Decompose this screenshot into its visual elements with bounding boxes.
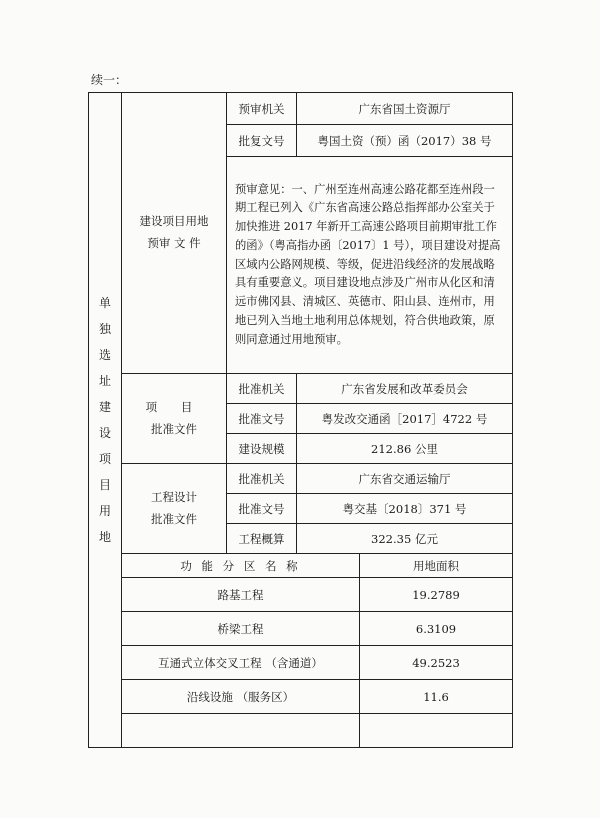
preapproval-label-line2: 预审 文 件 xyxy=(147,236,201,250)
land-use-row-area: 49.2523 xyxy=(360,646,513,680)
project-approval-section-label xyxy=(122,374,227,464)
land-use-row-blank xyxy=(122,714,360,748)
vertical-title-char: 址 xyxy=(98,374,111,388)
land-use-row-name: 桥梁工程 xyxy=(122,612,360,646)
design-value: 粤交基〔2018〕371 号 xyxy=(297,494,513,524)
preapproval-key: 批复文号 xyxy=(227,125,297,157)
land-use-approval-table xyxy=(88,92,513,748)
project-key: 批准机关 xyxy=(227,374,297,404)
land-use-row-name: 路基工程 xyxy=(122,578,360,612)
vertical-title-char: 建 xyxy=(98,400,111,414)
project-value: 广东省发展和改革委员会 xyxy=(297,374,513,404)
preapproval-value: 广东省国土资源厅 xyxy=(297,93,513,125)
design-label-line1: 工程设计 xyxy=(151,489,197,504)
land-use-row-name: 沿线设施 （服务区） xyxy=(122,680,360,714)
vertical-title-char: 用 xyxy=(98,504,111,518)
vertical-title-char: 项 xyxy=(98,452,111,466)
preapproval-value: 粤国土资（预）函（2017）38 号 xyxy=(297,125,513,157)
project-label-line1: 项 目 xyxy=(145,399,203,414)
preapproval-label-line1: 建设项目用地 xyxy=(139,214,209,229)
continuation-label: 续一： xyxy=(91,73,128,87)
design-key: 工程概算 xyxy=(227,524,297,554)
vertical-title xyxy=(89,93,122,748)
vertical-title-char: 地 xyxy=(98,530,111,544)
land-use-row-area: 11.6 xyxy=(360,680,513,714)
design-key: 批准机关 xyxy=(227,464,297,494)
vertical-title-char: 目 xyxy=(98,478,111,492)
project-key: 批准文号 xyxy=(227,404,297,434)
project-label-line2: 批准文件 xyxy=(151,421,197,436)
preapproval-opinion xyxy=(227,157,513,374)
vertical-title-char: 设 xyxy=(98,426,111,440)
land-use-header-area: 用地面积 xyxy=(360,554,513,578)
preapproval-section-label xyxy=(122,93,227,374)
design-value: 广东省交通运输厅 xyxy=(297,464,513,494)
land-use-row-name: 互通式立体交叉工程 （含通道） xyxy=(122,646,360,680)
land-use-area-blank xyxy=(360,714,513,748)
design-value: 322.35 亿元 xyxy=(297,524,513,554)
vertical-title-char: 选 xyxy=(98,348,111,362)
project-key: 建设规模 xyxy=(227,434,297,464)
opinion-text: 预审意见：一、广州至连州高速公路花都至连州段一期工程已列入《广东省高速公路总指挥部办公室关于加快推进 2017 年新开工高速公路项目前期审批工作的函》（粤高指办函〔2017〕1 号），项目建设对提高区域内公路网规模、等级，促进沿线经济的发展战略具有重要意义。项目建设地点涉及广州市从化区和清远市佛冈县、清城区、英德市、阳山县、连州市，用地已列入当地土地利用总体规划，符合供地政策，原则同意通过用地预审。 xyxy=(235,182,501,346)
preapproval-key: 预审机关 xyxy=(227,93,297,125)
land-use-row-area: 6.3109 xyxy=(360,612,513,646)
vertical-title-char: 独 xyxy=(98,322,111,336)
project-value: 粤发改交通函［2017］4722 号 xyxy=(297,404,513,434)
land-use-row-area: 19.2789 xyxy=(360,578,513,612)
land-use-header-name: 功 能 分 区 名 称 xyxy=(122,554,360,578)
vertical-title-char: 单 xyxy=(98,296,111,310)
design-approval-section-label xyxy=(122,464,227,554)
project-value: 212.86 公里 xyxy=(297,434,513,464)
design-label-line2: 批准文件 xyxy=(151,511,197,526)
design-key: 批准文号 xyxy=(227,494,297,524)
